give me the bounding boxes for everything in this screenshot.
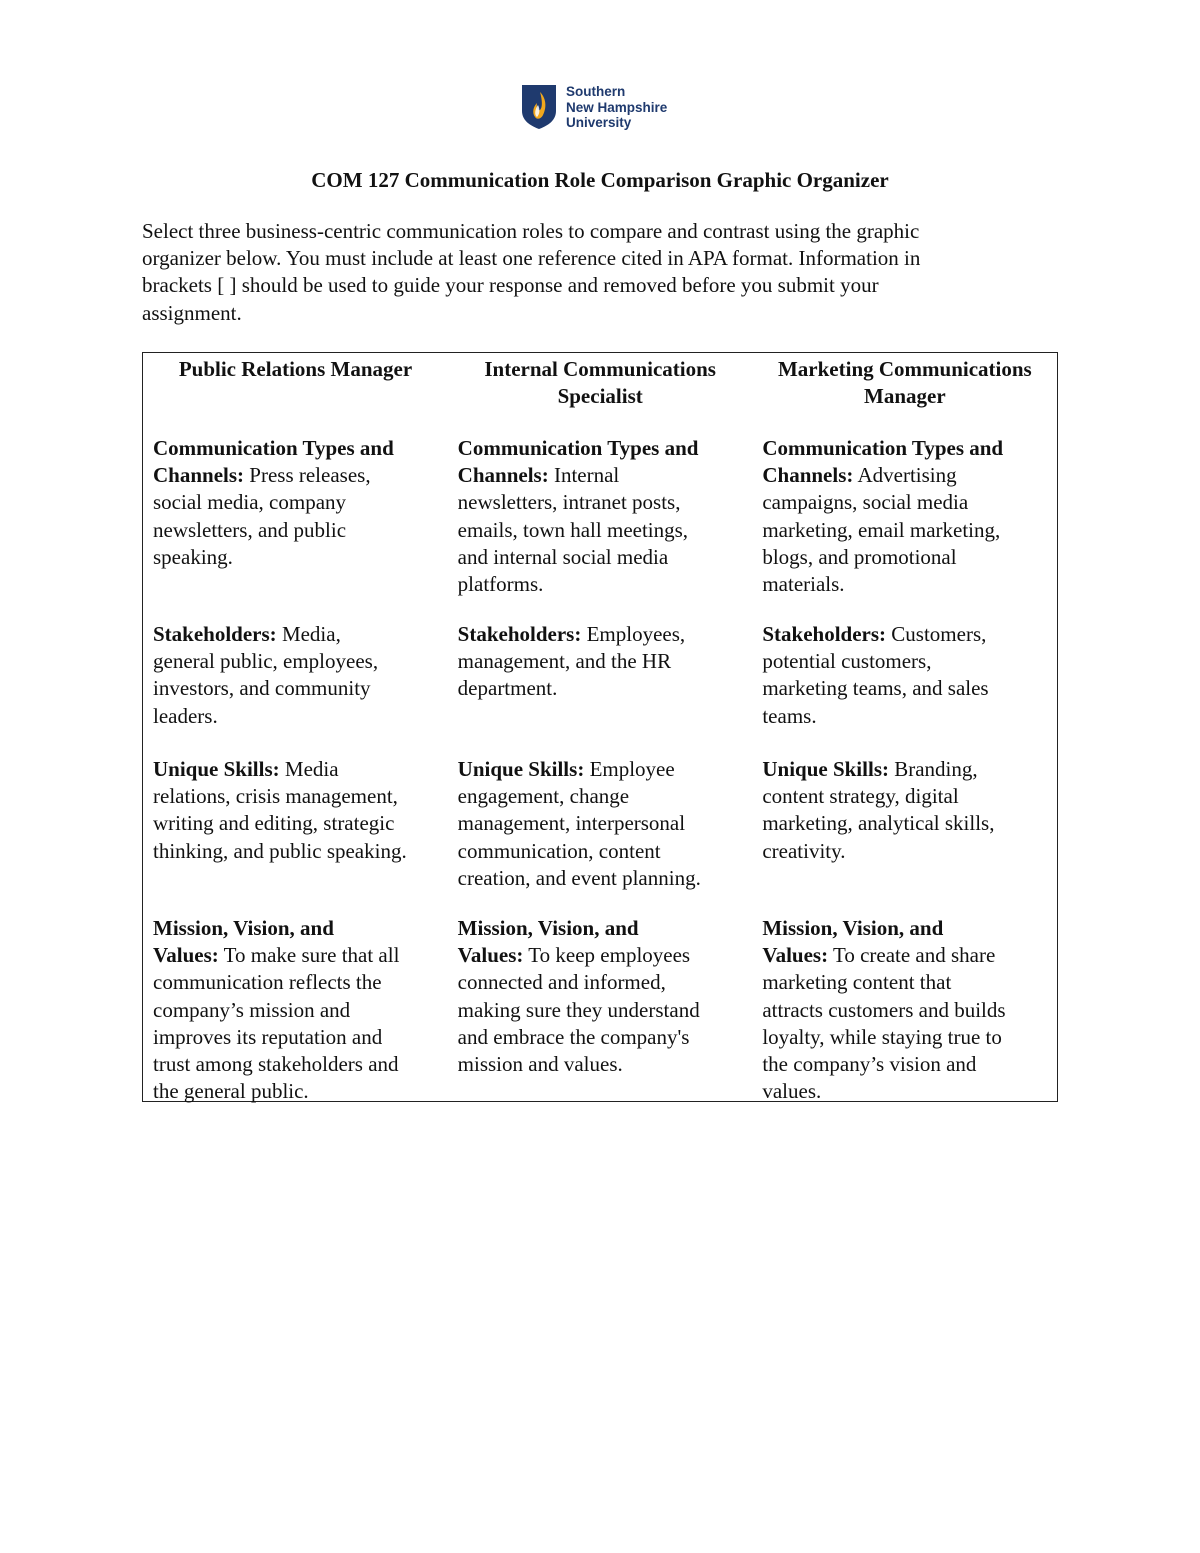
section-label: Channels: [153, 463, 245, 488]
section-label: Mission, Vision, and [457, 916, 639, 940]
section-text: Press releases, [244, 463, 371, 488]
section-label: Channels: [762, 463, 854, 488]
logo-line-3: University [566, 115, 632, 130]
role-header-line: Specialist [557, 384, 643, 409]
role-header [448, 356, 753, 410]
section-text: platforms. [457, 572, 544, 597]
logo-line-2: New Hampshire [566, 99, 668, 115]
section-text: marketing, analytical skills, [762, 811, 995, 836]
section-label: Communication Types and [457, 436, 699, 460]
section-text: Customers, [886, 622, 987, 646]
section-text: Employee [584, 757, 675, 781]
section-text: thinking, and public speaking. [153, 838, 407, 863]
graphic-organizer-table [142, 352, 1058, 1102]
section-label: Values: [153, 943, 219, 968]
instructions-line: assignment. [142, 300, 242, 325]
role-header-line: Internal Communications [484, 357, 716, 381]
section-text: potential customers, [762, 649, 932, 674]
section-text: the company’s vision and [762, 1052, 977, 1077]
section-label: Unique Skills: [457, 757, 585, 781]
section-text: attracts customers and builds [762, 997, 1006, 1022]
section-text: and embrace the company's [457, 1024, 690, 1049]
section-text: management, and the HR [457, 649, 672, 674]
section-text: newsletters, intranet posts, [457, 490, 681, 515]
section-text: campaigns, social media [762, 490, 969, 515]
instructions-line: Select three business-centric communication roles to compare and contrast using the graphic [142, 219, 920, 243]
section-text: Internal [548, 463, 620, 488]
section-text: leaders. [153, 703, 218, 728]
section-text: Media, [276, 622, 341, 646]
instructions-line: organizer below. You must include at least one reference cited in APA format. Information in [142, 246, 921, 271]
role-header [143, 356, 448, 383]
section-label: Mission, Vision, and [153, 916, 334, 940]
section-label: Channels: [457, 463, 549, 488]
section-label: Communication Types and [762, 436, 1004, 460]
section-label: Values: [457, 943, 524, 968]
logo-line-1: Southern [566, 84, 626, 99]
logo-wordmark [566, 84, 667, 131]
stakeholders-section [458, 621, 686, 703]
section-text: relations, crisis management, [153, 784, 398, 809]
mission-vision-values-section [153, 915, 399, 1105]
section-text: To create and share [828, 943, 996, 968]
section-text: marketing teams, and sales [762, 676, 989, 701]
section-text: management, interpersonal [457, 811, 686, 836]
section-text: Advertising [853, 463, 957, 488]
flame-shield-icon [521, 84, 557, 130]
role-column-internal-communications [448, 353, 753, 1101]
section-text: creativity. [762, 838, 846, 863]
section-text: mission and values. [457, 1052, 623, 1077]
stakeholders-section [762, 621, 988, 730]
section-text: writing and editing, strategic [153, 811, 395, 836]
section-text: Employees, [581, 622, 686, 646]
section-text: trust among stakeholders and [153, 1052, 399, 1077]
section-label: Stakeholders: [153, 622, 277, 646]
section-text: content strategy, digital [762, 784, 959, 809]
section-text: communication, content [457, 838, 661, 863]
section-label: Stakeholders: [762, 622, 887, 646]
role-header [752, 356, 1057, 410]
section-text: engagement, change [457, 784, 630, 809]
section-text: values. [762, 1079, 822, 1104]
section-text: communication reflects the [153, 970, 382, 995]
section-text: Branding, [888, 757, 978, 781]
section-label: Unique Skills: [153, 757, 280, 781]
communication-types-section [762, 435, 1003, 598]
section-text: company’s mission and [153, 997, 351, 1022]
role-header-line: Public Relations Manager [178, 357, 413, 381]
section-text: making sure they understand [457, 997, 700, 1022]
unique-skills-section [458, 756, 701, 892]
section-label: Communication Types and [153, 436, 394, 460]
section-label: Mission, Vision, and [762, 916, 944, 940]
communication-types-section [153, 435, 394, 571]
mission-vision-values-section [762, 915, 1005, 1105]
section-text: creation, and event planning. [457, 865, 701, 890]
section-text: To keep employees [523, 943, 691, 968]
role-column-marketing-communications [752, 353, 1057, 1104]
section-text: newsletters, and public [153, 517, 347, 542]
section-text: general public, employees, [153, 649, 379, 674]
unique-skills-section [762, 756, 994, 865]
section-text: To make sure that all [218, 943, 400, 968]
section-text: and internal social media [457, 544, 669, 569]
section-label: Values: [762, 943, 829, 968]
mission-vision-values-section [458, 915, 700, 1078]
section-text: improves its reputation and [153, 1024, 383, 1049]
section-text: emails, town hall meetings, [457, 517, 689, 542]
section-text: materials. [762, 572, 845, 597]
communication-types-section [458, 435, 699, 598]
section-text: social media, company [153, 490, 347, 515]
section-text: department. [457, 676, 558, 701]
section-text: marketing content that [762, 970, 952, 995]
stakeholders-section [153, 621, 378, 730]
role-header-line: Manager [864, 384, 946, 409]
section-text: speaking. [153, 544, 233, 569]
document-title: COM 127 Communication Role Comparison Graphic Organizer [311, 168, 889, 192]
section-text: blogs, and promotional [762, 544, 957, 569]
section-label: Unique Skills: [762, 757, 889, 781]
section-text: loyalty, while staying true to [762, 1024, 1002, 1049]
section-text: marketing, email marketing, [762, 517, 1001, 542]
role-column-public-relations [143, 353, 448, 1104]
section-text: the general public. [153, 1079, 309, 1104]
section-text: investors, and community [153, 676, 371, 701]
section-text: teams. [762, 703, 817, 728]
section-text: Media [279, 757, 339, 781]
instructions-line: brackets [ ] should be used to guide your response and removed before you submit your [142, 273, 879, 298]
instructions-paragraph [142, 218, 1042, 327]
university-logo [521, 84, 667, 131]
unique-skills-section [153, 756, 407, 865]
section-text: connected and informed, [457, 970, 666, 995]
section-label: Stakeholders: [457, 622, 582, 646]
role-header-line: Marketing Communications [777, 357, 1032, 381]
